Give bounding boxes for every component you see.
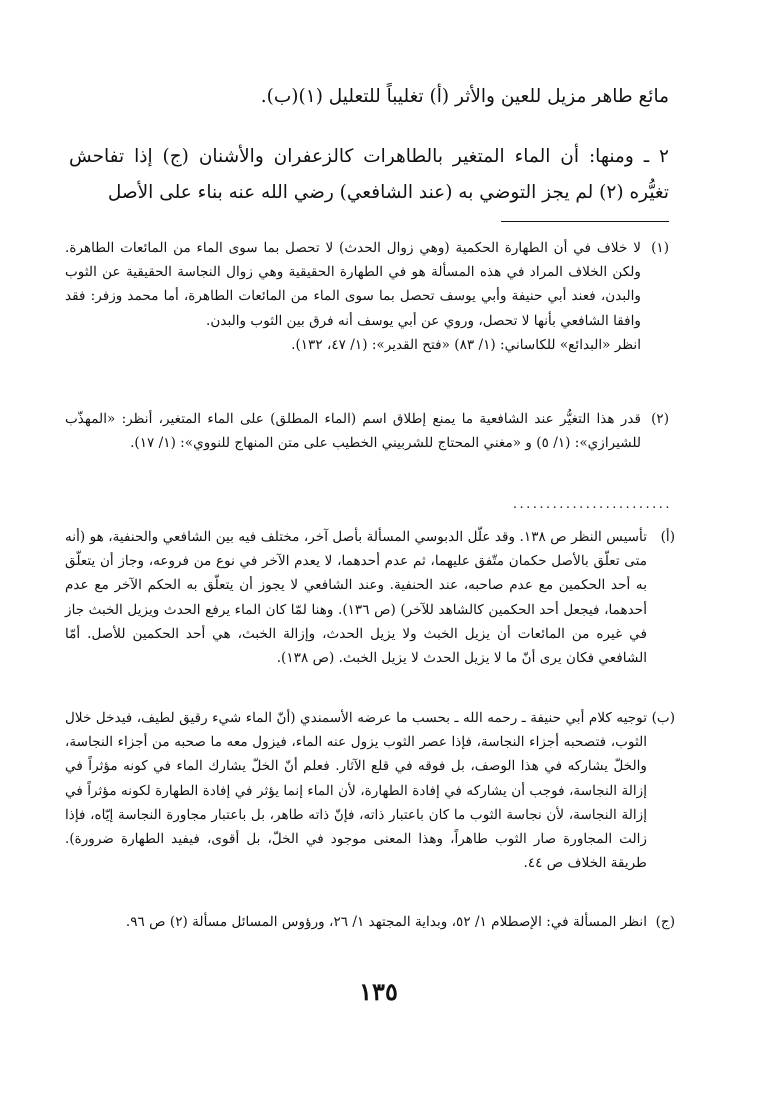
main-line-1: مائع طاهر مزيل للعين والأثر (أ) تغليباً للتعليل (١)(ب).: [260, 86, 669, 107]
footnote-text: لا خلاف في أن الطهارة الحكمية (وهي زوال الحدث) لا تحصل بما سوى الماء من المائعات الطاهرة. ولكن الخلاف المراد في هذه المسألة هو في الطهارة الحقيقية وهي زوال النجاسة الحقيقية عن الثوب والبدن، فعند أبي حنيفة وأبي يوسف تحصل بما سوى الماء من المائعات الطاهرة، أما محمد وزفر: فقد وافقا الشافعي بأنها لا تحصل، وروي عن أبي يوسف أنه فرق بين الثوب والبدن.: [65, 240, 641, 329]
item-text: ومنها: أن الماء المتغير بالطاهرات كالزعفران والأشنان (ج) إذا تفاحش تغيُّره (٢) لم يجز التوضي به (عند الشافعي) رضي الله عنه بناء على الأصل: [69, 146, 669, 203]
footnote-2: [65, 407, 669, 455]
footnote-1: [65, 236, 669, 357]
note-marker: (ب): [651, 710, 675, 726]
note-text: توجيه كلام أبي حنيفة ـ رحمه الله ـ بحسب ما عرضه الأسمندي (أنّ الماء شيء رقيق لطيف، فيدخل خلال الثوب، فتصحبه أجزاء النجاسة، فإذا عصر الثوب يزول عنه الماء، فيزول معه ما صحبه من أجزاء النجاسة، والخلّ يشاركه في هذا الوصف، بل فوقه في قلع الآثار. فعلم أنّ الخلّ يشارك الماء في كونه مؤثراً في إزالة النجاسة، فوجب أن يشاركه في إفادة الطهارة، لأن الماء إنما يؤثر في إفادة الطهارة لكونه مؤثراً في إزالة النجاسة، لأن نجاسة الثوب ما كان باعتبار ذاته، فإنّ ذاته طاهر، بل باعتبار مجاورة النجاسة إيّاه، فإذا زالت المجاورة صار الثوب طاهراً، وهذا المعنى موجود في الخلّ، بل أقوى، فيفيد الطهارة ضرورة). طريقة الخلاف ص ٤٤.: [65, 710, 647, 872]
footnote-marker: (١): [651, 240, 669, 256]
editor-note-b: [65, 706, 675, 875]
item-number: ٢ ـ: [643, 146, 669, 167]
note-text: انظر المسألة في: الإصطلام ١/ ٥٢، وبداية المجتهد ١/ ٢٦، ورؤوس المسائل مسألة (٢) ص ٩٦.: [125, 914, 647, 930]
note-marker: (ج): [655, 914, 675, 930]
footnote-text: قدر هذا التغيُّر عند الشافعية ما يمنع إطلاق اسم (الماء المطلق) على الماء المتغير، أنظر: «المهذّب للشيرازي»: (١/ ٥) و «مغني المحتاج للشربيني الخطيب على متن المنهاج للنووي»: (١/ ١٧).: [65, 411, 641, 452]
note-marker: (أ): [660, 529, 675, 545]
footnote-marker: (٢): [651, 411, 669, 427]
editor-note-a: [65, 525, 675, 670]
footnote-separator-line: [501, 221, 669, 222]
page-number: ١٣٥: [359, 977, 398, 1006]
note-text: تأسيس النظر ص ١٣٨. وقد علّل الدبوسي المسألة بأصل آخر، مختلف فيه بين الشافعي والحنفية، هو (أنه متى تعلّق بالأصل حكمان متّفق عليهما، ثم عدم أحدهما، لا يعدم الآخر في نوع من فروعه، وجاز أن يتعلّق به أحد الحكمين مع عدم صاحبه، عند الحنفية. وعند الشافعي لا يجوز أن يتعلّق به الحكم الآخر مع عدم أحدهما، فيجعل أحد الحكمين كالشاهد للآخر) (ص ١٣٦). وهنا لمّا كان الماء يرفع الحدث ويزيل الخبث جاز في غيره من المائعات أن يزيل الخبث ولا يزيل الحدث، وإزالة الخبث، هي أحد الحكمين للأصل. أمّا الشافعي فكان يرى أنّ ما لا يزيل الحدث لا يزيل الخبث. (ص ١٣٨).: [65, 529, 647, 667]
dotted-separator: ........................: [512, 497, 672, 512]
footnote-source: انظر «البدائع» للكاساني: (١/ ٨٣) «فتح القدير»: (١/ ٤٧، ١٣٢).: [291, 336, 641, 353]
main-item-2: [69, 139, 669, 211]
editor-note-c: [65, 910, 675, 934]
